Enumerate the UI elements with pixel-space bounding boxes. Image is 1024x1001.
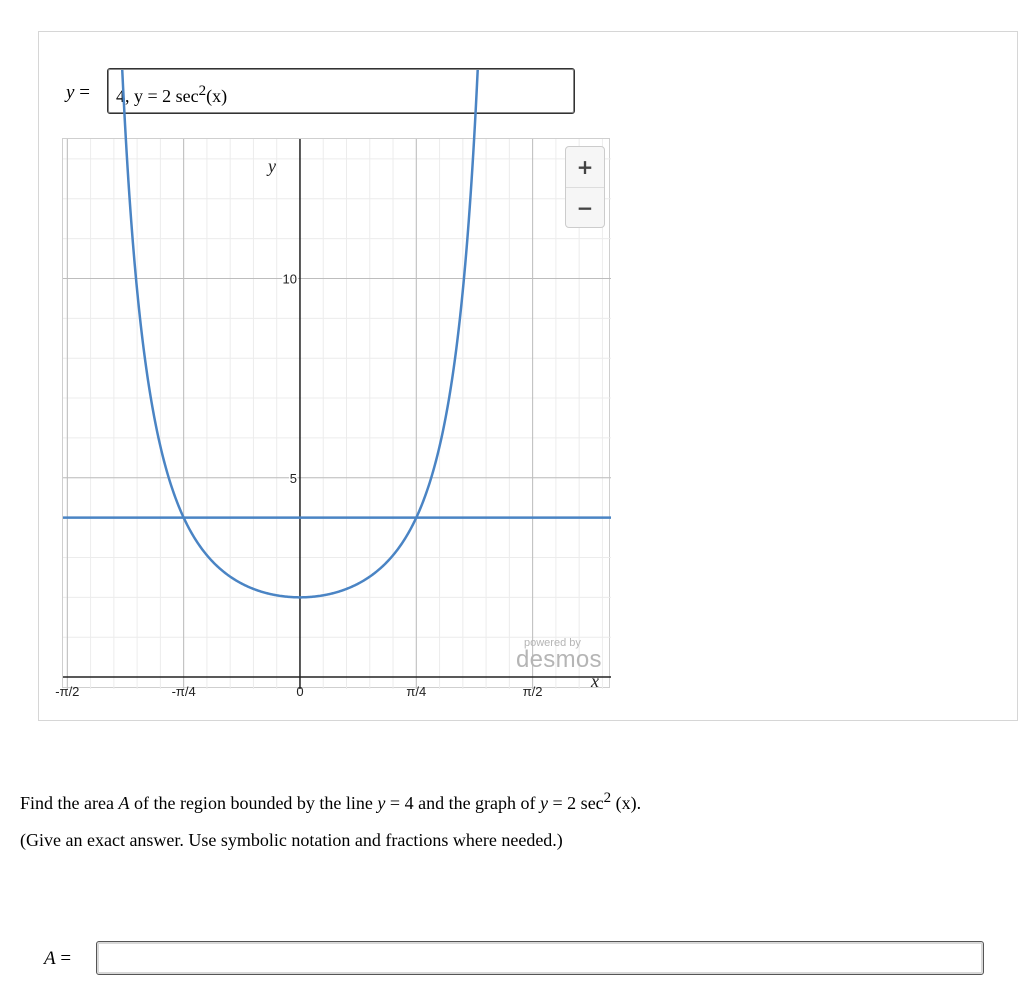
expression-input[interactable]: [107, 68, 575, 114]
expression-text-end: (x): [206, 86, 228, 106]
x-tick-label: -π/4: [171, 684, 196, 700]
zoom-out-button[interactable]: −: [576, 196, 594, 220]
expression-superscript: 2: [198, 83, 207, 99]
zoom-controls: [565, 146, 605, 228]
graph-canvas[interactable]: [55, 138, 610, 700]
expression-text: 4, y = 2 sec: [116, 86, 199, 106]
x-tick-label: 0: [296, 684, 304, 700]
desmos-logo[interactable]: desmos: [516, 646, 602, 673]
question-text: Find the area A of the region bounded by the line y = 4 and the graph of y = 2 $\sec^2 (x)$.: [20, 790, 642, 813]
expression-label: y =: [66, 82, 90, 103]
zoom-in-button[interactable]: +: [566, 147, 604, 188]
x-tick-label: π/2: [522, 684, 543, 700]
answer-label: A =: [44, 948, 72, 969]
x-axis-title: x: [591, 671, 599, 691]
y-tick-label: 10: [282, 271, 297, 287]
x-tick-label: π/4: [406, 684, 427, 700]
hint-text: (Give an exact answer. Use symbolic notation and fractions where needed.): [20, 830, 563, 850]
y-axis-title: y: [267, 156, 276, 176]
chart-svg: [55, 139, 611, 700]
x-tick-label: -π/2: [55, 684, 80, 700]
powered-by-text: powered by: [524, 637, 581, 649]
y-tick-label: 5: [289, 470, 297, 486]
answer-input[interactable]: [96, 941, 984, 975]
